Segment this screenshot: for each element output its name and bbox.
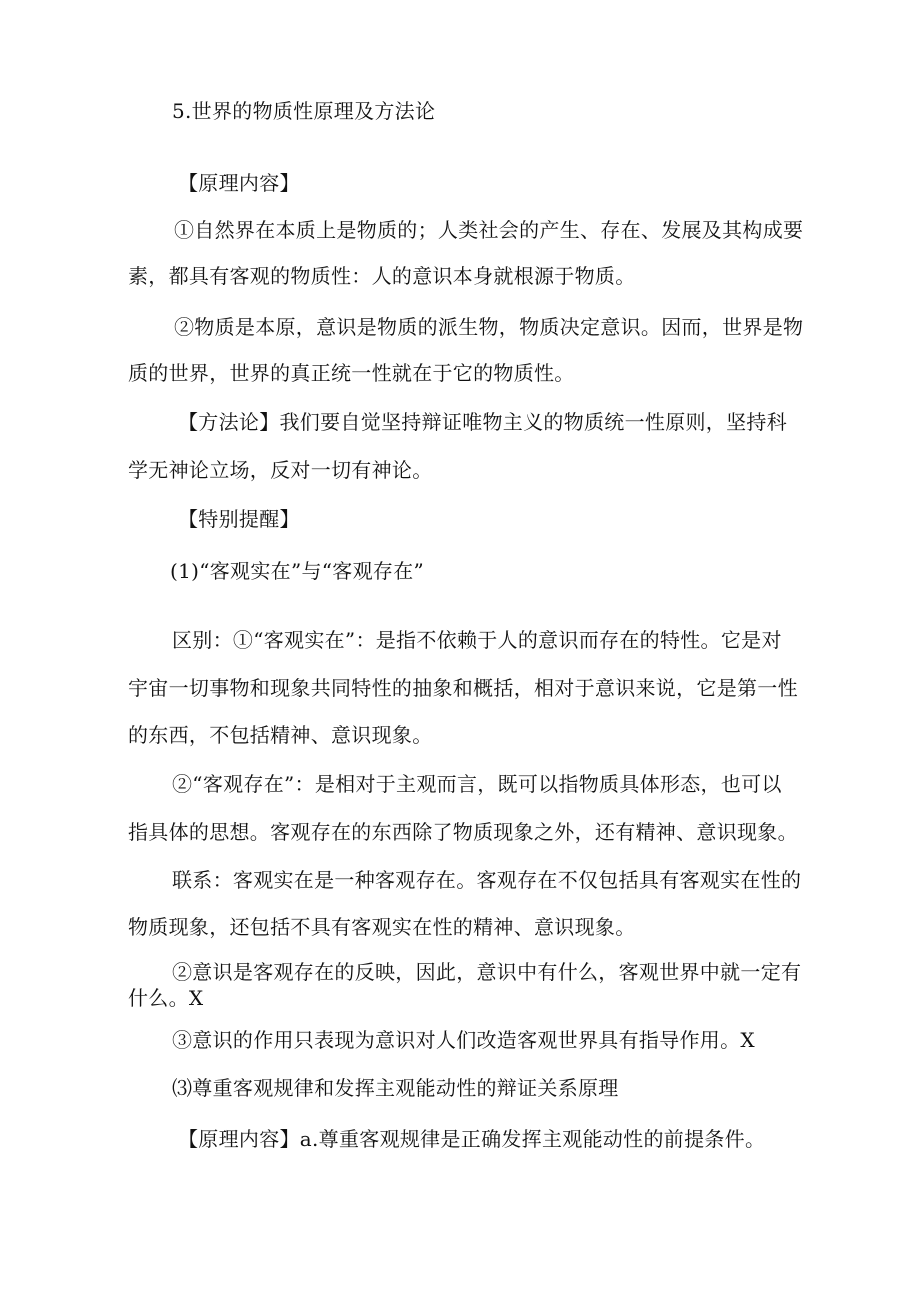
- paragraph-line: 质的世界，世界的真正统一性就在于它的物质性。: [128, 361, 575, 385]
- paragraph-line: 物质现象，还包括不具有客观实在性的精神、意识现象。: [128, 915, 636, 939]
- paragraph-line: 学无神论立场，反对一切有神论。: [128, 458, 433, 482]
- subheading: (1)“客观实在”与“客观存在”: [170, 559, 425, 583]
- paragraph-line: 区别：①“客观实在”：是指不依赖于人的意识而存在的特性。它是对: [172, 628, 782, 652]
- paragraph-line: 素，都具有客观的物质性：人的意识本身就根源于物质。: [128, 264, 636, 288]
- subheading: ⑶尊重客观规律和发挥主观能动性的辩证关系原理: [172, 1076, 619, 1100]
- section-title: 5.世界的物质性原理及方法论: [172, 99, 436, 123]
- paragraph-line: 宇宙一切事物和现象共同特性的抽象和概括，相对于意识来说，它是第一性: [128, 676, 798, 700]
- paragraph-line: ①自然界在本质上是物质的；人类社会的产生、存在、发展及其构成要: [174, 218, 804, 242]
- principle-heading: 【原理内容】: [178, 171, 300, 195]
- paragraph-line: ②物质是本原，意识是物质的派生物，物质决定意识。因而，世界是物: [174, 315, 804, 339]
- paragraph-line: 什么。X: [128, 986, 204, 1010]
- paragraph-line: 的东西，不包括精神、意识现象。: [128, 723, 433, 747]
- reminder-heading: 【特别提醒】: [178, 507, 300, 531]
- paragraph-line: 【原理内容】a.尊重客观规律是正确发挥主观能动性的前提条件。: [178, 1127, 766, 1151]
- paragraph-line: 【方法论】我们要自觉坚持辩证唯物主义的物质统一性原则，坚持科: [178, 410, 787, 434]
- paragraph-line: ③意识的作用只表现为意识对人们改造客观世界具有指导作用。X: [172, 1028, 755, 1052]
- paragraph-line: 指具体的思想。客观存在的东西除了物质现象之外，还有精神、意识现象。: [128, 820, 798, 844]
- paragraph-line: 联系：客观实在是一种客观存在。客观存在不仅包括具有客观实在性的: [172, 868, 802, 892]
- paragraph-line: ②意识是客观存在的反映，因此，意识中有什么，客观世界中就一定有: [172, 960, 802, 984]
- paragraph-line: ②“客观存在”：是相对于主观而言，既可以指物质具体形态，也可以: [172, 772, 782, 796]
